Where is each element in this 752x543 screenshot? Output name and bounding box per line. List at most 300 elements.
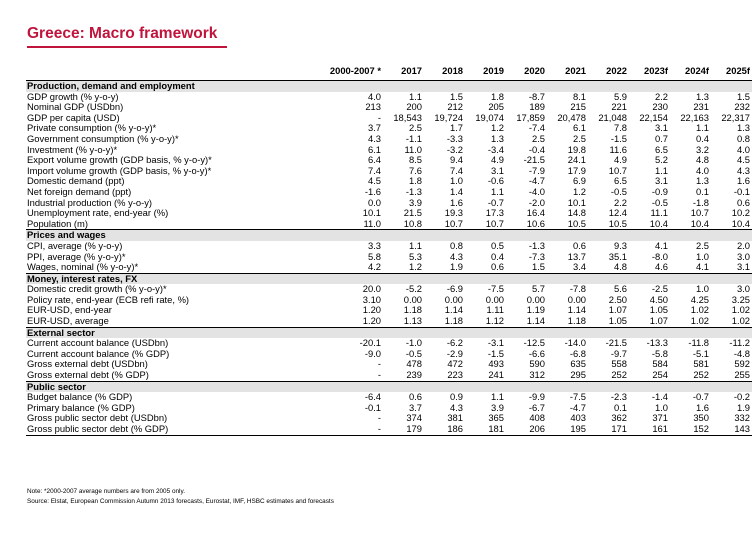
table-cell: 312 xyxy=(529,369,545,381)
table-row xyxy=(26,166,752,177)
table-cell: 3.9 xyxy=(408,196,422,208)
table-cell: 17.9 xyxy=(567,164,586,176)
table-cell: - xyxy=(377,412,381,424)
table-cell: 4.3 xyxy=(736,164,750,176)
row-label: Gross external debt (USDbn) xyxy=(27,358,148,370)
table-cell: 10.5 xyxy=(567,217,586,229)
table-cell: 1.02 xyxy=(690,304,709,316)
table-cell: -5.2 xyxy=(405,283,422,295)
table-cell: 0.1 xyxy=(695,185,709,197)
table-row xyxy=(26,424,752,435)
row-label: Gross public sector debt (% GDP) xyxy=(26,424,292,435)
table-row xyxy=(26,241,752,252)
table-cell: 9.4 xyxy=(449,154,463,166)
table-cell: 1.05 xyxy=(608,315,627,327)
table-cell: -1.3 xyxy=(528,239,545,251)
table-cell: 17.3 xyxy=(485,207,504,219)
table-cell: -7.8 xyxy=(569,283,586,295)
table-cell: 1.02 xyxy=(731,304,750,316)
table-cell: 17,859 xyxy=(516,111,545,123)
table-cell: 0.0 xyxy=(367,196,381,208)
table-cell: 7.6 xyxy=(408,164,422,176)
column-header: 2024f xyxy=(670,62,711,81)
table-cell: 200 xyxy=(406,101,422,113)
table-cell: -1.5 xyxy=(610,132,627,144)
table-cell: 10.1 xyxy=(567,196,586,208)
table-cell: 9.3 xyxy=(613,239,627,251)
table-cell: 1.1 xyxy=(654,164,668,176)
table-cell: -0.7 xyxy=(692,391,709,403)
row-label: Net foreign demand (ppt) xyxy=(27,185,132,197)
table-cell: 4.9 xyxy=(613,154,627,166)
table-cell: -8.7 xyxy=(528,90,545,102)
section-title: Public sector xyxy=(26,381,752,392)
table-cell: -0.1 xyxy=(733,185,750,197)
table-cell: 1.3 xyxy=(695,90,709,102)
table-cell: -6.4 xyxy=(364,391,381,403)
table-cell: - xyxy=(292,424,383,435)
table-cell: -2.5 xyxy=(651,283,668,295)
table-cell: 0.5 xyxy=(490,239,504,251)
table-cell: 1.6 xyxy=(449,196,463,208)
table-cell: 2.5 xyxy=(695,239,709,251)
table-cell: 0.00 xyxy=(526,293,545,305)
table-cell: 1.0 xyxy=(449,175,463,187)
table-cell: -3.1 xyxy=(487,337,504,349)
table-cell: 1.9 xyxy=(736,401,750,413)
table-cell: 16.4 xyxy=(526,207,545,219)
table-cell: 230 xyxy=(652,101,668,113)
table-cell: 10.1 xyxy=(362,207,381,219)
table-cell: 635 xyxy=(570,358,586,370)
table-cell: 232 xyxy=(734,101,750,113)
table-cell: -0.7 xyxy=(487,196,504,208)
table-cell: 1.20 xyxy=(362,315,381,327)
table-cell: 1.7 xyxy=(449,122,463,134)
table-cell: -2.3 xyxy=(610,391,627,403)
table-row xyxy=(26,176,752,187)
table-cell: -1.6 xyxy=(364,185,381,197)
table-cell: 350 xyxy=(693,412,709,424)
table-cell: 0.6 xyxy=(736,196,750,208)
section-header-row xyxy=(26,230,752,241)
table-cell: 1.1 xyxy=(408,90,422,102)
table-cell: 241 xyxy=(488,369,504,381)
table-cell: 5.2 xyxy=(654,154,668,166)
table-cell: 239 xyxy=(406,369,422,381)
row-label: EUR-USD, average xyxy=(27,315,109,327)
table-cell: 6.9 xyxy=(572,175,586,187)
table-cell: -7.3 xyxy=(528,250,545,262)
table-cell: 10.4 xyxy=(649,217,668,229)
table-cell: -2.0 xyxy=(528,196,545,208)
table-row xyxy=(26,370,752,381)
table-cell: 1.3 xyxy=(695,175,709,187)
table-cell: 1.07 xyxy=(649,315,668,327)
table-cell: -2.9 xyxy=(446,347,463,359)
table-cell: 3.7 xyxy=(408,401,422,413)
table-cell: -0.5 xyxy=(610,185,627,197)
column-header: 2022 xyxy=(588,62,629,81)
table-cell: 255 xyxy=(734,369,750,381)
table-cell: 195 xyxy=(547,424,588,435)
table-cell: 3.1 xyxy=(490,164,504,176)
table-cell: 1.9 xyxy=(449,261,463,273)
table-cell: 3.1 xyxy=(736,261,750,273)
column-header: 2023f xyxy=(629,62,670,81)
table-cell: 7.4 xyxy=(449,164,463,176)
table-row xyxy=(26,262,752,273)
table-cell: -6.6 xyxy=(528,347,545,359)
table-cell: 2.50 xyxy=(608,293,627,305)
table-cell: 2.2 xyxy=(654,90,668,102)
row-label: Current account balance (USDbn) xyxy=(27,337,169,349)
table-cell: -1.8 xyxy=(692,196,709,208)
row-label: Investment (% y-o-y)* xyxy=(27,143,118,155)
table-cell: 408 xyxy=(529,412,545,424)
table-cell: 6.4 xyxy=(367,154,381,166)
table-cell: 4.3 xyxy=(449,401,463,413)
table-cell: -13.3 xyxy=(646,337,668,349)
column-header: 2025f xyxy=(711,62,752,81)
table-cell: 1.07 xyxy=(608,304,627,316)
table-cell: 189 xyxy=(529,101,545,113)
table-cell: 558 xyxy=(611,358,627,370)
table-cell: 4.2 xyxy=(367,261,381,273)
table-cell: 1.11 xyxy=(486,304,504,316)
table-cell: -9.7 xyxy=(610,347,627,359)
page-title: Greece: Macro framework xyxy=(27,25,218,42)
table-cell: 10.7 xyxy=(444,217,463,229)
table-cell: 295 xyxy=(570,369,586,381)
table-cell: 20,478 xyxy=(557,111,586,123)
table-cell: 186 xyxy=(424,424,465,435)
table-cell: 223 xyxy=(447,369,463,381)
column-header: 2000-2007 * xyxy=(292,62,383,81)
table-cell: -7.5 xyxy=(487,283,504,295)
table-cell: -5.8 xyxy=(651,347,668,359)
table-cell: 3.3 xyxy=(367,239,381,251)
row-label: GDP per capita (USD) xyxy=(27,111,120,123)
footnotes xyxy=(27,487,334,507)
table-cell: 10.8 xyxy=(403,217,422,229)
table-row xyxy=(26,219,752,230)
table-cell: 19,074 xyxy=(475,111,504,123)
table-cell: 212 xyxy=(447,101,463,113)
table-cell: 6.1 xyxy=(367,143,381,155)
table-cell: 1.6 xyxy=(695,401,709,413)
table-cell: 0.1 xyxy=(613,401,627,413)
table-cell: 10.5 xyxy=(608,217,627,229)
column-header: 2018 xyxy=(424,62,465,81)
table-cell: 2.5 xyxy=(408,122,422,134)
table-cell: 1.2 xyxy=(490,122,504,134)
table-cell: 4.8 xyxy=(695,154,709,166)
table-cell: 1.1 xyxy=(408,239,422,251)
table-cell: 472 xyxy=(447,358,463,370)
table-cell: 592 xyxy=(734,358,750,370)
table-cell: 4.5 xyxy=(736,154,750,166)
table-cell: 1.5 xyxy=(736,90,750,102)
table-cell: 1.6 xyxy=(736,175,750,187)
table-cell: 0.4 xyxy=(490,250,504,262)
macro-framework-table xyxy=(26,62,752,436)
table-cell: 21.5 xyxy=(403,207,422,219)
table-cell: 22,317 xyxy=(721,111,750,123)
table-cell: 371 xyxy=(652,412,668,424)
table-cell: -4.8 xyxy=(733,347,750,359)
table-cell: 18,543 xyxy=(393,111,422,123)
table-cell: 231 xyxy=(693,101,709,113)
table-cell: -3.3 xyxy=(446,132,463,144)
table-cell: -7.5 xyxy=(569,391,586,403)
table-cell: 4.3 xyxy=(367,132,381,144)
column-header: 2020 xyxy=(506,62,547,81)
table-cell: 24.1 xyxy=(567,154,586,166)
table-row xyxy=(26,208,752,219)
table-cell: 365 xyxy=(488,412,504,424)
table-cell: 1.13 xyxy=(403,315,422,327)
table-cell: 213 xyxy=(365,101,381,113)
table-cell: 1.18 xyxy=(567,315,586,327)
table-cell: -0.5 xyxy=(405,347,422,359)
row-label: PPI, average (% y-o-y)* xyxy=(27,250,126,262)
table-cell: 19.8 xyxy=(567,143,586,155)
table-cell: 1.4 xyxy=(449,185,463,197)
table-cell: 1.14 xyxy=(567,304,586,316)
table-cell: 362 xyxy=(611,412,627,424)
table-cell: -7.4 xyxy=(528,122,545,134)
table-cell: 4.5 xyxy=(367,175,381,187)
table-cell: 10.2 xyxy=(731,207,750,219)
table-cell: 590 xyxy=(529,358,545,370)
row-label: Domestic demand (ppt) xyxy=(27,175,125,187)
table-cell: 0.00 xyxy=(485,293,504,305)
table-cell: 3.0 xyxy=(736,250,750,262)
table-cell: 5.3 xyxy=(408,250,422,262)
table-cell: 4.9 xyxy=(490,154,504,166)
table-cell: 11.1 xyxy=(650,207,668,219)
row-label: Gross public sector debt (USDbn) xyxy=(27,412,168,424)
table-cell: 4.6 xyxy=(654,261,668,273)
table-cell: -1.1 xyxy=(405,132,422,144)
table-cell: 4.1 xyxy=(695,261,709,273)
table-cell: 1.3 xyxy=(736,122,750,134)
table-cell: 1.5 xyxy=(531,261,545,273)
table-cell: 1.8 xyxy=(408,175,422,187)
table-cell: -4.7 xyxy=(528,175,545,187)
column-header: 2017 xyxy=(383,62,424,81)
table-cell: 4.50 xyxy=(649,293,668,305)
table-body xyxy=(26,81,752,436)
table-cell: 13.7 xyxy=(567,250,586,262)
table-cell: -21.5 xyxy=(523,154,545,166)
table-cell: 143 xyxy=(711,424,752,435)
table-cell: 0.00 xyxy=(567,293,586,305)
table-cell: 254 xyxy=(652,369,668,381)
table-cell: -9.9 xyxy=(528,391,545,403)
table-cell: 0.6 xyxy=(408,391,422,403)
table-cell: 6.5 xyxy=(654,143,668,155)
table-cell: -7.9 xyxy=(528,164,545,176)
table-cell: 8.5 xyxy=(408,154,422,166)
table-cell: -11.8 xyxy=(688,337,709,349)
table-cell: 2.5 xyxy=(531,132,545,144)
table-cell: 35.1 xyxy=(608,250,627,262)
table-cell: 3.1 xyxy=(654,122,668,134)
table-cell: -6.2 xyxy=(446,337,463,349)
row-label: Population (m) xyxy=(27,217,88,229)
table-row xyxy=(26,295,752,306)
table-cell: 1.19 xyxy=(526,304,545,316)
table-cell: 12.4 xyxy=(608,207,627,219)
table-cell: 252 xyxy=(693,369,709,381)
title-underline xyxy=(27,46,227,48)
table-cell: 8.1 xyxy=(572,90,586,102)
table-cell: 22,163 xyxy=(680,111,709,123)
row-label: Primary balance (% GDP) xyxy=(27,401,135,413)
table-cell: 161 xyxy=(629,424,670,435)
table-row xyxy=(26,392,752,403)
table-cell: 1.0 xyxy=(695,250,709,262)
table-cell: 5.8 xyxy=(367,250,381,262)
table-cell: -21.5 xyxy=(605,337,627,349)
column-header-row xyxy=(26,62,752,81)
table-cell: 374 xyxy=(406,412,422,424)
table-cell: 0.4 xyxy=(695,132,709,144)
table-cell: 493 xyxy=(488,358,504,370)
table-cell: 6.5 xyxy=(613,175,627,187)
table-cell: 3.2 xyxy=(695,143,709,155)
table-cell: 1.02 xyxy=(690,315,709,327)
table-cell: 14.8 xyxy=(567,207,586,219)
table-cell: -3.2 xyxy=(446,143,463,155)
section-title: External sector xyxy=(26,327,752,338)
row-label: Import volume growth (GDP basis, % y-o-y)* xyxy=(27,164,212,176)
table-cell: 1.0 xyxy=(654,401,668,413)
table-cell: 1.18 xyxy=(444,315,463,327)
table-cell: 10.7 xyxy=(608,164,627,176)
table-cell: 0.7 xyxy=(654,132,668,144)
row-label: Private consumption (% y-o-y)* xyxy=(27,122,157,134)
table-cell: -0.4 xyxy=(528,143,545,155)
table-cell: 0.8 xyxy=(449,239,463,251)
table-cell: 0.6 xyxy=(490,261,504,273)
section-title: Money, interest rates, FX xyxy=(26,273,752,284)
table-cell: 2.2 xyxy=(613,196,627,208)
section-header-row xyxy=(26,381,752,392)
table-cell: 3.4 xyxy=(572,261,586,273)
table-cell: 0.00 xyxy=(444,293,463,305)
note-text: Note: *2000-2007 average numbers are from 2005 only. xyxy=(27,488,185,495)
table-cell: 152 xyxy=(670,424,711,435)
table-cell: 3.10 xyxy=(362,293,381,305)
table-cell: 10.6 xyxy=(526,217,545,229)
table-cell: 1.2 xyxy=(572,185,586,197)
row-label: EUR-USD, end-year xyxy=(27,304,112,316)
row-label: Policy rate, end-year (ECB refi rate, %) xyxy=(27,293,190,305)
table-cell: 6.1 xyxy=(572,122,586,134)
table-cell: 1.1 xyxy=(490,391,504,403)
row-label: Budget balance (% GDP) xyxy=(27,391,133,403)
table-cell: 403 xyxy=(570,412,586,424)
table-cell: 1.3 xyxy=(490,132,504,144)
table-cell: 4.25 xyxy=(690,293,709,305)
row-label: Unemployment rate, end-year (%) xyxy=(27,207,169,219)
table-cell: -1.0 xyxy=(405,337,422,349)
table-cell: 10.4 xyxy=(731,217,750,229)
table-cell: 4.0 xyxy=(695,164,709,176)
row-label: Domestic credit growth (% y-o-y)* xyxy=(27,283,167,295)
table-cell: 1.18 xyxy=(403,304,422,316)
column-header: 2019 xyxy=(465,62,506,81)
table-cell: - xyxy=(377,369,381,381)
table-cell: 1.12 xyxy=(485,315,504,327)
table-cell: -1.3 xyxy=(405,185,422,197)
table-cell: -5.1 xyxy=(692,347,709,359)
table-cell: -20.1 xyxy=(359,337,381,349)
table-cell: -4.0 xyxy=(528,185,545,197)
table-cell: -0.9 xyxy=(651,185,668,197)
table-cell: -0.6 xyxy=(487,175,504,187)
table-cell: 1.8 xyxy=(490,90,504,102)
table-cell: 206 xyxy=(506,424,547,435)
table-cell: 21,048 xyxy=(598,111,627,123)
section-title: Production, demand and employment xyxy=(26,81,752,92)
row-label: GDP growth (% y-o-y) xyxy=(27,90,119,102)
table-cell: -1.5 xyxy=(487,347,504,359)
row-label: Wages, nominal (% y-o-y)* xyxy=(27,261,139,273)
table-cell: 215 xyxy=(570,101,586,113)
table-cell: -0.1 xyxy=(364,401,381,413)
row-label: Current account balance (% GDP) xyxy=(27,347,170,359)
table-cell: 332 xyxy=(734,412,750,424)
table-cell: 0.00 xyxy=(403,293,422,305)
table-cell: -8.0 xyxy=(651,250,668,262)
table-cell: 584 xyxy=(652,358,668,370)
table-row xyxy=(26,316,752,327)
table-cell: - xyxy=(377,358,381,370)
table-cell: 0.8 xyxy=(736,132,750,144)
table-cell: 4.3 xyxy=(449,250,463,262)
table-cell: -1.4 xyxy=(651,391,668,403)
row-label: Gross external debt (% GDP) xyxy=(27,369,149,381)
column-header-label xyxy=(26,62,292,81)
source-text: Source: Elstat, European Commission Autumn 2013 forecasts, Eurostat, IMF, HSBC estimates and forecasts xyxy=(27,498,334,505)
table-cell: 1.5 xyxy=(449,90,463,102)
table-cell: -6.7 xyxy=(528,401,545,413)
table-cell: 381 xyxy=(447,412,463,424)
table-cell: -9.0 xyxy=(364,347,381,359)
table-cell: -6.8 xyxy=(569,347,586,359)
table-cell: 1.2 xyxy=(408,261,422,273)
table-row xyxy=(26,187,752,198)
table-cell: 5.6 xyxy=(613,283,627,295)
table-cell: -0.2 xyxy=(733,391,750,403)
table-cell: 0.9 xyxy=(449,391,463,403)
table-cell: 10.7 xyxy=(690,207,709,219)
table-cell: 5.7 xyxy=(531,283,545,295)
table-cell: 1.05 xyxy=(649,304,668,316)
table-cell: 205 xyxy=(488,101,504,113)
table-cell: - xyxy=(377,111,381,123)
table-cell: 4.0 xyxy=(367,90,381,102)
table-cell: 11.0 xyxy=(363,217,381,229)
table-cell: -4.7 xyxy=(569,401,586,413)
row-label: CPI, average (% y-o-y) xyxy=(27,239,123,251)
table-cell: 0.6 xyxy=(572,239,586,251)
table-cell: 478 xyxy=(406,358,422,370)
